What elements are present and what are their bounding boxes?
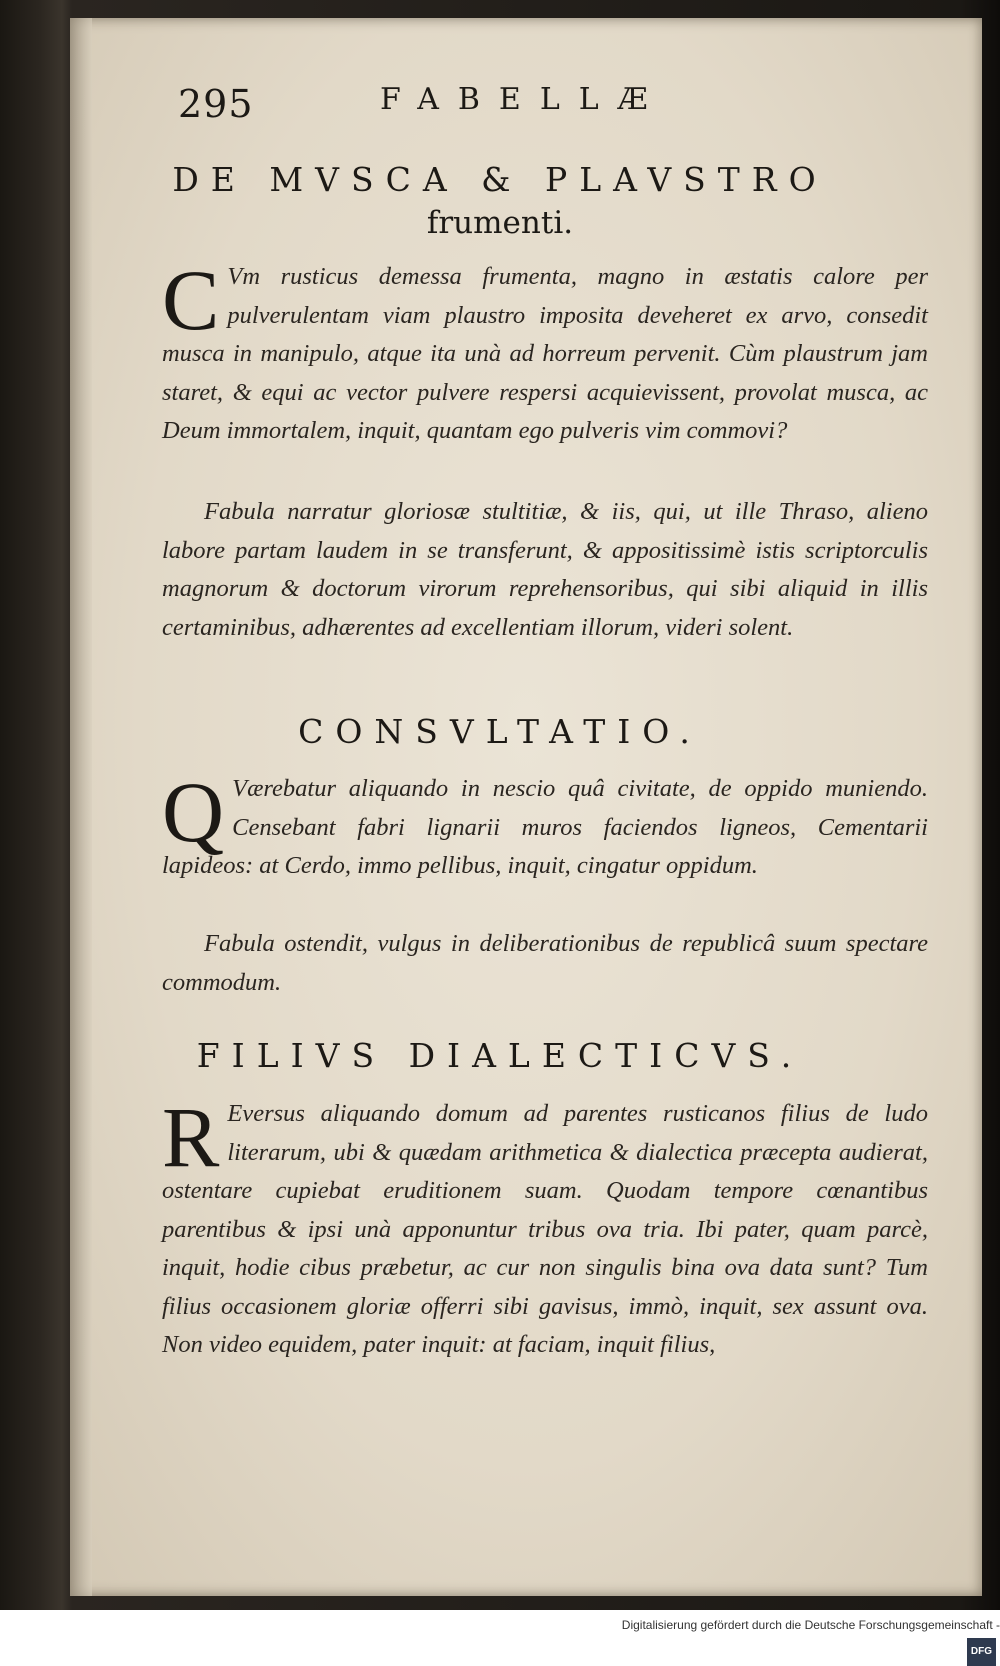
running-head (0, 82, 1000, 138)
fable-body (162, 764, 928, 886)
fable-moral: Fabula ostendit, vulgus in deliberationibus de republicâ suum spectare commodum. (162, 930, 928, 996)
drop-cap: R (162, 1089, 220, 1185)
fable-title: FILIVS DIALECTICVS. (196, 1036, 804, 1075)
running-title: FABELLÆ (380, 82, 667, 117)
fable-title: DE MVSCA & PLAVSTRO (172, 160, 828, 199)
fable-subtitle: frumenti. (426, 205, 574, 241)
page-number: 295 (178, 82, 254, 126)
fable-text: Værebatur aliquando in nescio quâ civitate, de oppido muniendo. Censebant fabri lignarii muros faciendos ligneos, Cementarii lapideos: at Cerdo, immo pellibus, inquit, cingatur oppidum. (162, 775, 928, 879)
page-gutter (70, 18, 92, 1596)
fable-text: Vm rusticus demessa frumenta, magno in æstatis calore per pulverulentam viam plaustro imposita deveheret ex arvo, consedit musca in manipulo, atque ita unà ad horreum pervenit. Cùm plaustrum jam staret, & equi ac vector pulvere respersi acquievissent, provolat musca, ac Deum immortalem, inquit, quantam ego pulveris vim commovi? (162, 263, 928, 444)
fable-title: CONSVLTATIO. (298, 712, 702, 751)
digitization-credit (600, 1612, 1000, 1657)
fable-text: Eversus aliquando domum ad parentes rusticanos filius de ludo literarum, ubi & quædam arithmetica & dialectica præcepta audierat, ostentare cupiebat eruditionem suam. Quodam tempore cœnantibus parentibus & ipsi unà apponuntur tribus ova tria. Ibi pater, quam parcè, inquit, hodie cibus præbetur, ac cur non singulis bina ova data sunt? Tum filius occasionem gloriæ offerri sibi gavisus, immò, inquit, sex assunt ova. Non video equidem, pater inquit: at faciam, inquit filius, (162, 1100, 928, 1358)
fable-body (162, 252, 928, 451)
drop-cap: Q (162, 764, 225, 860)
dfg-logo: DFG (967, 1638, 996, 1666)
credit-text: Digitalisierung gefördert durch die Deutsche Forschungsgemeinschaft - (621, 1618, 1000, 1632)
drop-cap: C (162, 252, 220, 348)
fable-moral: Fabula narratur gloriosæ stultitiæ, & iis, qui, ut ille Thraso, alieno labore partam laudem in se transferunt, & appositissimè istis scriptorculis magnorum & doctorum virorum reprehensoribus, qui sibi aliquid in illis certaminibus, adhærentes ad excellentiam illorum, videri solent. (162, 498, 928, 641)
fable-body (162, 1089, 928, 1365)
